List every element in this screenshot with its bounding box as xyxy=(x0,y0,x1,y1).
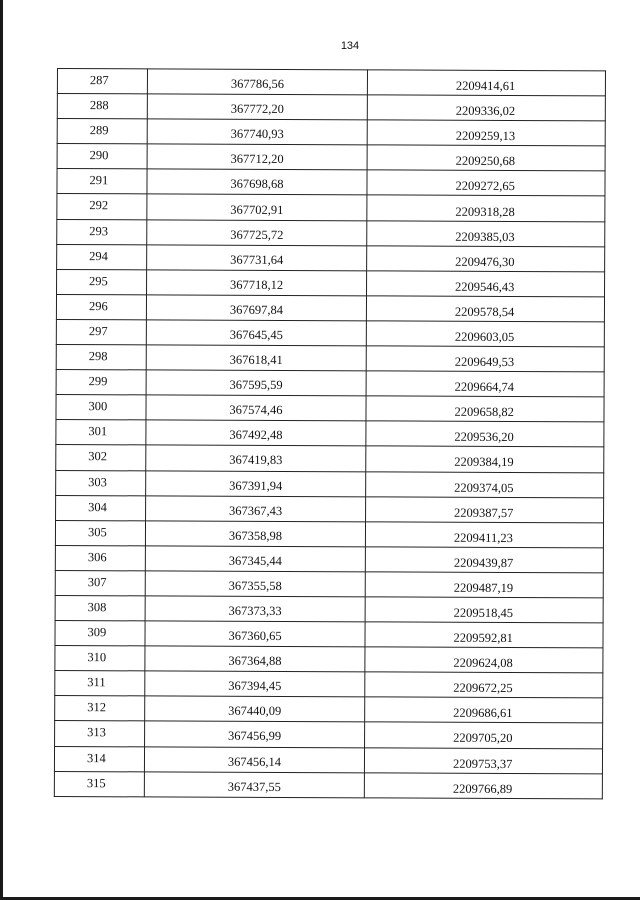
table-row xyxy=(57,144,605,171)
table-row xyxy=(55,646,603,673)
table-row xyxy=(56,445,604,472)
y-coordinate-cell: 2209318,28 xyxy=(367,195,605,221)
point-number-cell: 291 xyxy=(57,169,147,194)
y-coordinate-cell: 2209411,23 xyxy=(365,522,603,548)
x-coordinate-cell: 367718,12 xyxy=(147,270,367,296)
x-coordinate-cell: 367364,88 xyxy=(145,646,365,672)
page-number: 134 xyxy=(340,40,360,52)
point-number-cell: 305 xyxy=(55,520,145,545)
y-coordinate-cell: 2209649,53 xyxy=(366,346,604,372)
x-coordinate-cell: 367358,98 xyxy=(145,521,365,547)
y-coordinate-cell: 2209476,30 xyxy=(367,246,605,272)
y-coordinate-cell: 2209384,19 xyxy=(366,446,604,472)
table-row xyxy=(56,395,604,422)
y-coordinate-cell: 2209592,81 xyxy=(365,622,603,648)
y-coordinate-cell: 2209272,65 xyxy=(367,170,605,196)
table-row xyxy=(57,69,605,96)
y-coordinate-cell: 2209439,87 xyxy=(365,547,603,573)
table-row xyxy=(56,294,604,321)
table-row xyxy=(56,370,604,397)
point-number-cell: 301 xyxy=(56,420,146,445)
x-coordinate-cell: 367740,93 xyxy=(147,119,367,145)
table-row xyxy=(55,671,603,698)
point-number-cell: 308 xyxy=(55,595,145,620)
point-number-cell: 298 xyxy=(56,345,146,370)
y-coordinate-cell: 2209624,08 xyxy=(365,647,603,673)
table-row xyxy=(54,746,602,773)
x-coordinate-cell: 367697,84 xyxy=(146,295,366,321)
y-coordinate-cell: 2209705,20 xyxy=(365,722,603,748)
point-number-cell: 295 xyxy=(57,269,147,294)
coordinates-table xyxy=(54,68,606,799)
x-coordinate-cell: 367437,55 xyxy=(144,772,364,798)
table-row xyxy=(55,570,603,597)
y-coordinate-cell: 2209387,57 xyxy=(366,496,604,522)
point-number-cell: 294 xyxy=(57,244,147,269)
point-number-cell: 288 xyxy=(57,94,147,119)
point-number-cell: 304 xyxy=(56,495,146,520)
y-coordinate-cell: 2209259,13 xyxy=(367,120,605,146)
table-row xyxy=(54,771,602,798)
y-coordinate-cell: 2209518,45 xyxy=(365,597,603,623)
y-coordinate-cell: 2209536,20 xyxy=(366,421,604,447)
x-coordinate-cell: 367456,99 xyxy=(145,721,365,747)
x-coordinate-cell: 367345,44 xyxy=(145,546,365,572)
x-coordinate-cell: 367360,65 xyxy=(145,621,365,647)
x-coordinate-cell: 367355,58 xyxy=(145,571,365,597)
y-coordinate-cell: 2209385,03 xyxy=(367,220,605,246)
point-number-cell: 309 xyxy=(55,621,145,646)
y-coordinate-cell: 2209414,61 xyxy=(367,70,605,96)
table-row xyxy=(57,194,605,221)
point-number-cell: 293 xyxy=(57,219,147,244)
table-row xyxy=(55,545,603,572)
point-number-cell: 311 xyxy=(55,671,145,696)
x-coordinate-cell: 367702,91 xyxy=(147,194,367,220)
y-coordinate-cell: 2209250,68 xyxy=(367,145,605,171)
table-row xyxy=(55,696,603,723)
x-coordinate-cell: 367373,33 xyxy=(145,596,365,622)
point-number-cell: 312 xyxy=(55,696,145,721)
x-coordinate-cell: 367725,72 xyxy=(147,219,367,245)
x-coordinate-cell: 367645,45 xyxy=(146,320,366,346)
table-row xyxy=(56,345,604,372)
point-number-cell: 296 xyxy=(56,294,146,319)
point-number-cell: 292 xyxy=(57,194,147,219)
x-coordinate-cell: 367574,46 xyxy=(146,395,366,421)
point-number-cell: 315 xyxy=(54,771,144,796)
x-coordinate-cell: 367367,43 xyxy=(146,495,366,521)
y-coordinate-cell: 2209603,05 xyxy=(366,321,604,347)
y-coordinate-cell: 2209374,05 xyxy=(366,471,604,497)
point-number-cell: 289 xyxy=(57,119,147,144)
scan-edge-left xyxy=(0,0,3,900)
table-row xyxy=(55,721,603,748)
x-coordinate-cell: 367456,14 xyxy=(144,746,364,772)
point-number-cell: 300 xyxy=(56,395,146,420)
table-row xyxy=(55,621,603,648)
table-row xyxy=(56,495,604,522)
x-coordinate-cell: 367712,20 xyxy=(147,144,367,170)
table-row xyxy=(55,520,603,547)
table-row xyxy=(57,94,605,121)
table-row xyxy=(57,269,605,296)
table-row xyxy=(56,319,604,346)
table-row xyxy=(57,119,605,146)
table-row xyxy=(56,470,604,497)
point-number-cell: 287 xyxy=(57,69,147,94)
point-number-cell: 306 xyxy=(55,545,145,570)
y-coordinate-cell: 2209336,02 xyxy=(367,95,605,121)
y-coordinate-cell: 2209546,43 xyxy=(367,271,605,297)
point-number-cell: 299 xyxy=(56,370,146,395)
point-number-cell: 297 xyxy=(56,319,146,344)
x-coordinate-cell: 367419,83 xyxy=(146,445,366,471)
x-coordinate-cell: 367731,64 xyxy=(147,245,367,271)
table-row xyxy=(57,169,605,196)
point-number-cell: 302 xyxy=(56,445,146,470)
table-row xyxy=(57,244,605,271)
point-number-cell: 313 xyxy=(55,721,145,746)
x-coordinate-cell: 367391,94 xyxy=(146,470,366,496)
y-coordinate-cell: 2209664,74 xyxy=(366,371,604,397)
y-coordinate-cell: 2209686,61 xyxy=(365,697,603,723)
point-number-cell: 303 xyxy=(56,470,146,495)
y-coordinate-cell: 2209672,25 xyxy=(365,672,603,698)
x-coordinate-cell: 367618,41 xyxy=(146,345,366,371)
point-number-cell: 310 xyxy=(55,646,145,671)
table-row xyxy=(56,420,604,447)
y-coordinate-cell: 2209753,37 xyxy=(364,747,602,773)
point-number-cell: 290 xyxy=(57,144,147,169)
y-coordinate-cell: 2209766,89 xyxy=(364,772,602,798)
x-coordinate-cell: 367440,09 xyxy=(145,696,365,722)
table-row xyxy=(57,219,605,246)
x-coordinate-cell: 367772,20 xyxy=(147,94,367,120)
y-coordinate-cell: 2209578,54 xyxy=(366,296,604,322)
x-coordinate-cell: 367786,56 xyxy=(147,69,367,95)
table-row xyxy=(55,595,603,622)
point-number-cell: 307 xyxy=(55,570,145,595)
point-number-cell: 314 xyxy=(54,746,144,771)
y-coordinate-cell: 2209487,19 xyxy=(365,572,603,598)
x-coordinate-cell: 367394,45 xyxy=(145,671,365,697)
x-coordinate-cell: 367492,48 xyxy=(146,420,366,446)
coordinates-table-body xyxy=(54,69,605,799)
x-coordinate-cell: 367698,68 xyxy=(147,169,367,195)
y-coordinate-cell: 2209658,82 xyxy=(366,396,604,422)
x-coordinate-cell: 367595,59 xyxy=(146,370,366,396)
